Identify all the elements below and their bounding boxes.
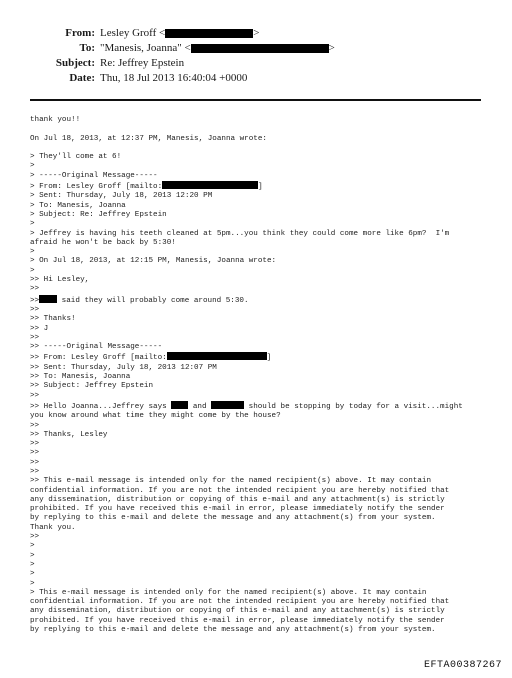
to-value xyxy=(100,41,335,56)
body-line: > xyxy=(30,579,35,588)
body-line: >> xyxy=(30,533,40,542)
body-line: >> xyxy=(30,296,40,305)
body-line: >> xyxy=(30,449,40,458)
date-label: Date: xyxy=(69,72,95,84)
date-row xyxy=(30,71,480,86)
body-line: >> From: Lesley Groff [mailto: xyxy=(30,354,167,363)
body-line: On Jul 18, 2013, at 12:37 PM, Manesis, Joanna wrote: xyxy=(30,134,267,143)
redaction-block xyxy=(167,352,267,360)
body-line: and xyxy=(188,402,212,411)
header-divider xyxy=(30,99,481,101)
body-line: > xyxy=(30,551,35,560)
body-line: prohibited. If you have received this e-mail in error, please immediately notify the sender xyxy=(30,505,445,514)
body-line: confidential information. If you are not the intended recipient you are hereby notified that xyxy=(30,598,450,607)
body-line: > -----Original Message----- xyxy=(30,171,158,180)
redaction-block xyxy=(39,295,57,303)
redaction-block xyxy=(191,44,329,53)
body-line: >> Sent: Thursday, July 18, 2013 12:07 PM xyxy=(30,363,217,372)
to-name: "Manesis, Joanna" < xyxy=(100,42,191,54)
email-header xyxy=(30,26,480,86)
body-line: > xyxy=(30,220,35,229)
to-tail: > xyxy=(328,42,335,54)
to-row xyxy=(30,41,480,56)
from-value xyxy=(100,26,259,41)
body-line: > xyxy=(30,560,35,569)
redaction-block xyxy=(171,401,188,409)
body-line: any dissemination, distribution or copying of this e-mail and any attachment(s) is strictly xyxy=(30,607,445,616)
body-line: any dissemination, distribution or copying of this e-mail and any attachment(s) is strictly xyxy=(30,495,445,504)
body-line: >> xyxy=(30,305,40,314)
body-line: thank you!! xyxy=(30,116,81,124)
body-line: by replying to this e-mail and delete the message and any attachment(s) from your system. xyxy=(30,626,436,635)
body-line: >> xyxy=(30,458,40,467)
body-line: >> -----Original Message----- xyxy=(30,343,163,352)
to-label: To: xyxy=(79,42,95,54)
body-line: >> xyxy=(30,285,40,294)
bates-number: EFTA00387267 xyxy=(423,660,502,671)
from-row xyxy=(30,26,480,41)
body-line: > On Jul 18, 2013, at 12:15 PM, Manesis, Joanna wrote: xyxy=(30,257,277,266)
body-line: > xyxy=(30,542,35,551)
body-line: > They'll come at 6! xyxy=(30,153,122,162)
from-tail: > xyxy=(253,27,260,39)
body-line: >> xyxy=(30,333,40,342)
body-line: > From: Lesley Groff [mailto: xyxy=(30,183,163,192)
redaction-block xyxy=(165,29,253,38)
body-line: should be stopping by today for a visit...might xyxy=(244,402,463,411)
body-line: > Sent: Thursday, July 18, 2013 12:20 PM xyxy=(30,192,213,201)
body-line: > xyxy=(30,570,35,579)
from-label: From: xyxy=(65,27,95,39)
body-line: >> Hi Lesley, xyxy=(30,276,90,285)
subject-row xyxy=(30,56,480,71)
body-line: ] xyxy=(266,354,272,363)
body-line: >> Thanks, Lesley xyxy=(30,430,108,439)
body-line: >> xyxy=(30,421,40,430)
subject-value: Re: Jeffrey Epstein xyxy=(100,57,185,69)
body-line: >> To: Manesis, Joanna xyxy=(30,373,131,382)
body-line: >> Thanks! xyxy=(30,315,76,324)
body-line: Thank you. xyxy=(30,523,76,532)
body-line: >> J xyxy=(30,324,49,333)
body-line: > Subject: Re: Jeffrey Epstein xyxy=(30,210,167,219)
body-line: by replying to this e-mail and delete the message and any attachment(s) from your system. xyxy=(30,514,436,523)
body-line: >> This e-mail message is intended only for the named recipient(s) above. It may contain xyxy=(30,477,432,486)
body-line: >> xyxy=(30,467,40,476)
body-line: > xyxy=(30,248,35,257)
from-name: Lesley Groff < xyxy=(100,27,166,39)
redaction-block xyxy=(211,401,244,409)
subject-label: Subject: xyxy=(55,57,95,69)
body-line: > xyxy=(30,266,35,275)
body-line: >> xyxy=(30,440,40,449)
body-line: > xyxy=(30,162,35,171)
body-line: prohibited. If you have received this e-mail in error, please immediately notify the sender xyxy=(30,616,445,625)
body-line: you know around what time they might come by the house? xyxy=(30,412,281,421)
body-line: said they will probably come around 5:30. xyxy=(57,296,249,305)
redaction-block xyxy=(162,181,258,189)
body-line: >> Hello Joanna...Jeffrey says xyxy=(30,402,172,411)
body-line: >> xyxy=(30,391,40,400)
body-line: > To: Manesis, Joanna xyxy=(30,201,126,210)
body-line: > Jeffrey is having his teeth cleaned at 5pm...you think they could come more like 6pm? I'm xyxy=(30,229,450,238)
email-body xyxy=(30,116,500,635)
body-line: ] xyxy=(258,183,263,192)
body-line: >> Subject: Jeffrey Epstein xyxy=(30,382,154,391)
body-line: confidential information. If you are not the intended recipient you are hereby notified that xyxy=(30,486,450,495)
body-line: afraid he won't be back by 5:30! xyxy=(30,238,176,247)
date-value: Thu, 18 Jul 2013 16:40:04 +0000 xyxy=(100,72,248,84)
body-line: > This e-mail message is intended only for the named recipient(s) above. It may contain xyxy=(30,588,427,597)
